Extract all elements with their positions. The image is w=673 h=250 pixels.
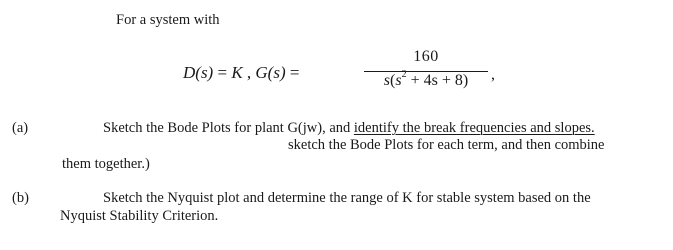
comma-separator: , <box>242 63 256 82</box>
part-a-label: (a) <box>12 120 29 136</box>
g-function: G(s) <box>255 63 286 82</box>
equation-lhs <box>183 63 299 83</box>
part-a-underlined-text: identify the break frequencies and slopes. <box>353 120 595 136</box>
part-a-line3: them together.) <box>62 156 150 172</box>
part-b-line2: Nyquist Stability Criterion. <box>60 208 219 224</box>
den-open-paren: ( <box>390 72 396 89</box>
intro-text: For a system with <box>116 12 220 28</box>
part-a-text: Sketch the Bode Plots for plant G(jw), and <box>103 120 354 136</box>
part-a-line2: sketch the Bode Plots for each term, and then combine <box>288 137 605 153</box>
gain-k: K <box>231 63 243 82</box>
den-s: s <box>383 72 391 89</box>
part-b-line1: Sketch the Nyquist plot and determine the range of K for stable system based on the <box>103 190 591 206</box>
part-b-label: (b) <box>12 190 29 206</box>
equation-trailing-comma: , <box>491 66 495 83</box>
equals-sign: = <box>213 63 232 82</box>
equals-sign-2: = <box>285 63 300 82</box>
transfer-function-fraction <box>364 48 488 98</box>
den-rest: + 4s + 8) <box>406 72 469 89</box>
numerator: 160 <box>413 48 439 65</box>
denominator <box>364 68 488 90</box>
den-s-squared: s <box>395 72 402 89</box>
d-function: D(s) <box>183 63 214 82</box>
part-a-line1 <box>103 120 595 137</box>
den-exponent: 2 <box>401 68 407 80</box>
